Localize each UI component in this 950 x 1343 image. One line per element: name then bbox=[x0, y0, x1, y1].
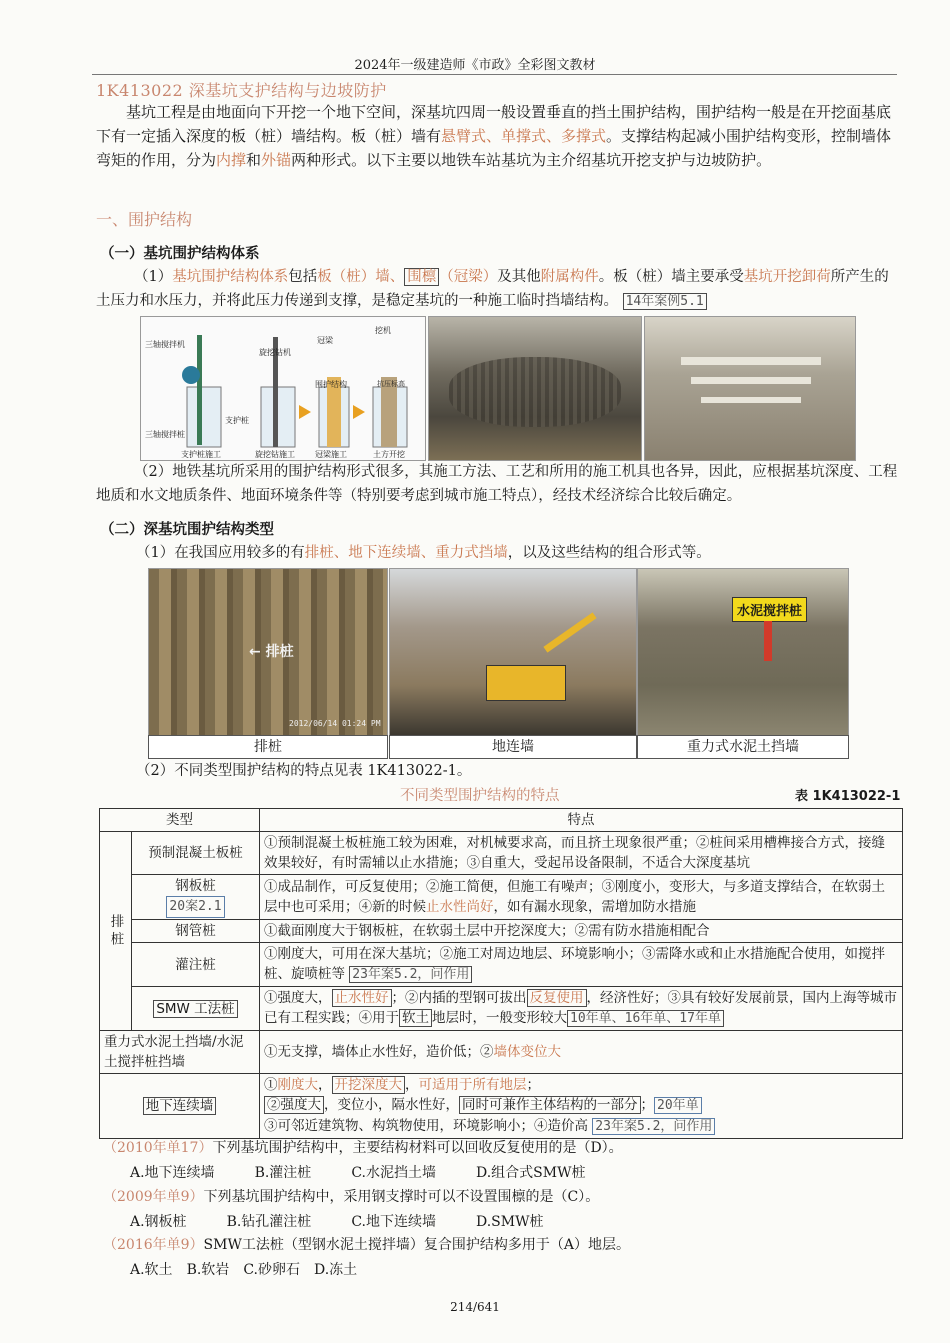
step-3-label: 冠梁施工 bbox=[315, 450, 347, 459]
question-text: SMW工法桩（型钢水泥土搅拌墙）复合围护结构多用于（A）地层。 bbox=[203, 1237, 630, 1253]
exam-note-10-16-17: 10年单、16年单、17年单 bbox=[567, 1010, 724, 1027]
caption-diaphragm: 地连墙 bbox=[389, 735, 637, 759]
heading-retaining-structure: 一、围护结构 bbox=[96, 210, 193, 229]
text: 地层时，一般变形较大 bbox=[432, 1010, 567, 1026]
step-1-label: 支护桩施工 bbox=[181, 450, 221, 459]
text: ①成品制作，可反复使用；②施工简便，但施工有噪声；③刚度小，变形大，与多道支撑结合，在软弱土层中也可采用；④新的时候 bbox=[264, 879, 885, 915]
table-header-row bbox=[100, 809, 903, 832]
text: ； bbox=[640, 1097, 654, 1113]
highlight-stiffness: 刚度大 bbox=[277, 1077, 318, 1093]
label-excavator: 挖机 bbox=[375, 326, 391, 335]
question-source: （2009年单9） bbox=[103, 1189, 204, 1205]
question-2 bbox=[103, 1185, 599, 1209]
label-elevation: 抗压标高 bbox=[377, 380, 405, 388]
label-rotary-rig: 旋挖钻机 bbox=[259, 348, 291, 357]
table-row bbox=[100, 920, 903, 943]
system-paragraph-1 bbox=[96, 265, 901, 314]
photo-diaphragm-wall bbox=[389, 568, 637, 736]
photo-gravity-wall bbox=[637, 568, 849, 736]
highlight-accessory: 附属构件 bbox=[540, 269, 599, 285]
question-3 bbox=[103, 1233, 630, 1257]
sign-arrow bbox=[764, 621, 772, 661]
text: ③可邻近建筑物、构筑物使用，环境影响小；④造价高 bbox=[264, 1118, 588, 1134]
excavator-arm bbox=[543, 612, 596, 652]
boxed-soft-soil: 软土 bbox=[399, 1009, 432, 1027]
question-1 bbox=[103, 1136, 623, 1160]
option-c: C.地下连续墙 bbox=[351, 1214, 436, 1230]
row-name-diaphragm bbox=[100, 1074, 260, 1139]
row-text-diaphragm bbox=[260, 1074, 903, 1139]
intro-text-2: 。支撑结构起减小围护结构变形，控制墙体弯矩的作用，分为 bbox=[96, 127, 892, 169]
row-text-bored bbox=[260, 943, 903, 987]
system-paragraph-2: （2）地铁基坑所采用的围护结构形式很多，其施工方法、工艺和所用的施工机具也各异，因此，应根据基坑深度、工程地质和水文地质条件、地面环境条件等（特别要考虑到城市施工特点），经技术经济综合比较后确定。 bbox=[96, 464, 898, 504]
table-row bbox=[100, 875, 903, 920]
step-4-label: 土方开挖 bbox=[373, 450, 405, 459]
option-d: D.冻土 bbox=[313, 1262, 358, 1278]
label-crown-beam: 冠梁 bbox=[317, 336, 333, 345]
row-name-gravity: 重力式水泥土挡墙/水泥土搅拌桩挡墙 bbox=[100, 1031, 260, 1074]
line-3 bbox=[264, 1116, 898, 1137]
table-caption: 不同类型围护结构的特点 bbox=[400, 788, 560, 804]
text: （1）在我国应用较多的有 bbox=[136, 545, 305, 561]
question-source: （2010年单17） bbox=[103, 1140, 213, 1156]
intro-highlight-anchor: 外锚 bbox=[261, 151, 292, 169]
text: 所产生的土压力和水压力，并将此压力传递到支撑，是稳定基坑的一种施工临时挡墙结构。 bbox=[96, 269, 889, 309]
text: ① bbox=[264, 1077, 278, 1093]
line-2 bbox=[264, 1095, 898, 1116]
name-text: SMW 工法桩 bbox=[153, 1000, 237, 1018]
option-b: B.软岩 bbox=[186, 1262, 230, 1278]
text: ，变位小，隔水性好， bbox=[324, 1097, 459, 1113]
option-a: A.钢板桩 bbox=[130, 1214, 187, 1230]
header-features: 特点 bbox=[260, 809, 903, 832]
option-b: B.灌注桩 bbox=[254, 1165, 312, 1181]
photo-timestamp: 2012/06/14 01:24 PM bbox=[289, 719, 381, 728]
highlight-waling: 围檩 bbox=[404, 268, 439, 286]
name-text: 地下连续墙 bbox=[143, 1097, 217, 1115]
text: 。板（桩）墙主要承受 bbox=[598, 269, 744, 285]
row-text-steel-sheet bbox=[260, 875, 903, 920]
text: （1） bbox=[134, 269, 173, 285]
types-paragraph-1 bbox=[136, 541, 941, 565]
row-text-precast: ①预制混凝土板桩施工较为困难，对机械要求高，而且挤土现象很严重；②桩间采用槽榫接合方式，接缝效果较好，有时需辅以止水措施；③自重大，受起吊设备限制，不适合大深度基坑 bbox=[260, 832, 903, 875]
pile-arrow-text: 排桩 bbox=[265, 644, 294, 660]
label-triaxial-mixer: 三轴搅拌机 bbox=[145, 340, 185, 349]
exam-note-23: 23年案5.2，问作用 bbox=[349, 966, 472, 983]
label-support-pile: 支护桩 bbox=[225, 416, 249, 425]
step-2-label: 旋挖钻施工 bbox=[255, 450, 295, 459]
highlight-crown-beam: （冠梁） bbox=[439, 269, 498, 285]
text: ①无支撑，墙体止水性好，造价低；② bbox=[264, 1044, 494, 1060]
excavator-body bbox=[486, 665, 566, 701]
brace-3 bbox=[701, 397, 801, 403]
question-2-options bbox=[130, 1211, 583, 1231]
heading-types: （二）深基坑围护结构类型 bbox=[100, 522, 274, 538]
header-type: 类型 bbox=[100, 809, 260, 832]
name-text: 钢板桩 bbox=[175, 878, 216, 894]
exam-note-20-single: 20年单 bbox=[654, 1097, 702, 1114]
exam-note-14: 14年案例5.1 bbox=[623, 293, 707, 310]
construction-sequence-diagram bbox=[140, 316, 426, 461]
option-a: A.地下连续墙 bbox=[130, 1165, 215, 1181]
intro-text-1: 基坑工程是由地面向下开挖一个地下空间，深基坑四周一般设置垂直的挡土围护结构，围护结构一般是在开挖面基底下有一定插入深度的板（桩）墙结构。板（桩）墙有 bbox=[96, 103, 892, 145]
line-1 bbox=[264, 1075, 898, 1095]
highlight-all-strata: 可适用于所有地层 bbox=[418, 1077, 527, 1093]
label-retaining: 围护结构 bbox=[315, 380, 347, 389]
group-pile: 排桩 bbox=[100, 832, 132, 1031]
label-triaxial-pile: 三轴搅拌桩 bbox=[145, 430, 185, 439]
brace-2 bbox=[691, 377, 811, 384]
highlight-system: 基坑围护结构体系 bbox=[172, 269, 289, 285]
heading-system: （一）基坑围护结构体系 bbox=[100, 246, 260, 262]
brace-1 bbox=[681, 357, 821, 365]
row-text-smw bbox=[260, 987, 903, 1031]
features-table bbox=[99, 808, 903, 1139]
text: ， bbox=[318, 1077, 332, 1093]
table-row bbox=[100, 1074, 903, 1139]
pile-arrow-label: ← 排桩 bbox=[249, 644, 294, 660]
option-c: C.水泥挡土墙 bbox=[351, 1165, 436, 1181]
text: ；②内插的型钢可拔出 bbox=[391, 990, 527, 1006]
row-name-bored: 灌注桩 bbox=[132, 943, 260, 987]
text: ，以及这些结构的组合形式等。 bbox=[507, 545, 711, 561]
highlight-water: 止水性好 bbox=[332, 989, 392, 1007]
highlight-unloading: 基坑开挖卸荷 bbox=[743, 269, 831, 285]
table-row bbox=[100, 987, 903, 1031]
option-d: D.SMW桩 bbox=[475, 1214, 544, 1230]
exam-note-20: 20案2.1 bbox=[166, 896, 224, 918]
types-paragraph-2: （2）不同类型围护结构的特点见表 1K413022-1。 bbox=[136, 763, 472, 779]
exam-note-23-case: 23年案5.2，问作用 bbox=[592, 1118, 715, 1135]
caption-gravity: 重力式水泥土挡墙 bbox=[637, 735, 849, 759]
highlight-displacement: 墙体变位大 bbox=[493, 1044, 561, 1060]
text: ， bbox=[405, 1077, 419, 1093]
table-row bbox=[100, 943, 903, 987]
intro-text-4: 两种形式。以下主要以地铁车站基坑为主介绍基坑开挖支护与边坡防护。 bbox=[291, 151, 772, 169]
cement-mixing-pile-sign: 水泥搅拌桩 bbox=[732, 597, 807, 622]
highlight-reuse: 反复使用 bbox=[527, 989, 587, 1007]
photo-pile-row bbox=[148, 568, 388, 736]
text: ，经济性好；③具有较好发展前景，国内上海等城市已有工程实践；④用于 bbox=[264, 990, 897, 1026]
text: ； bbox=[526, 1077, 540, 1093]
boxed-main-structure: 同时可兼作主体结构的一部分 bbox=[459, 1096, 641, 1114]
intro-highlight-inner-brace: 内撑 bbox=[216, 151, 247, 169]
option-c: C.砂卵石 bbox=[243, 1262, 300, 1278]
photo-braced-pit bbox=[644, 316, 856, 461]
highlight-watertight: 止水性尚好 bbox=[426, 899, 494, 915]
text: ，如有漏水现象，需增加防水措施 bbox=[493, 899, 696, 915]
row-name-precast: 预制混凝土板桩 bbox=[132, 832, 260, 875]
option-d: D.组合式SMW桩 bbox=[475, 1165, 586, 1181]
pit-wall bbox=[449, 357, 621, 427]
text: 及其他 bbox=[497, 269, 541, 285]
intro-text-3: 和 bbox=[246, 151, 262, 169]
highlight-depth: 开挖深度大 bbox=[332, 1076, 406, 1094]
question-text: 下列基坑围护结构中，主要结构材料可以回收反复使用的是（D）。 bbox=[212, 1140, 623, 1156]
section-title: 1K413022 深基坑支护结构与边坡防护 bbox=[96, 81, 387, 100]
question-1-options bbox=[130, 1162, 625, 1182]
page-number: 214/641 bbox=[450, 1300, 500, 1314]
row-name-steel-sheet bbox=[132, 875, 260, 920]
intro-paragraph bbox=[96, 100, 901, 172]
table-number: 表 1K413022-1 bbox=[795, 789, 901, 804]
row-name-steel-pipe: 钢管桩 bbox=[132, 920, 260, 943]
table-row bbox=[100, 832, 903, 875]
row-text-steel-pipe: ①截面刚度大于钢板桩，在软弱土层中开挖深度大；②需有防水措施相配合 bbox=[260, 920, 903, 943]
highlight-wall: 板（桩）墙、 bbox=[317, 269, 405, 285]
running-header: 2024年一级建造师《市政》全彩图文教材 bbox=[354, 58, 596, 73]
text: ②强度大 bbox=[264, 1096, 324, 1114]
text: ①强度大， bbox=[264, 990, 332, 1006]
row-name-smw bbox=[132, 987, 260, 1031]
row-text-gravity bbox=[260, 1031, 903, 1074]
question-source: （2016年单9） bbox=[103, 1237, 204, 1253]
highlight-types: 排桩、地下连续墙、重力式挡墙 bbox=[304, 545, 508, 561]
text: 包括 bbox=[288, 269, 318, 285]
question-3-options bbox=[130, 1259, 397, 1279]
intro-highlight-wall-types: 悬臂式、单撑式、多撑式 bbox=[441, 127, 607, 145]
text: ①刚度大，可用在深大基坑；②施工对周边地层、环境影响小；③需降水或和止水措施配合使用，如搅拌桩、旋喷桩等 bbox=[264, 946, 885, 982]
option-a: A.软土 bbox=[130, 1262, 173, 1278]
photo-excavation-pit bbox=[428, 316, 642, 461]
question-text: 下列基坑围护结构中，采用钢支撑时可以不设置围檩的是（C）。 bbox=[203, 1189, 600, 1205]
caption-pile: 排桩 bbox=[148, 735, 388, 759]
option-b: B.钻孔灌注桩 bbox=[226, 1214, 312, 1230]
header-rule bbox=[92, 74, 897, 75]
table-row bbox=[100, 1031, 903, 1074]
